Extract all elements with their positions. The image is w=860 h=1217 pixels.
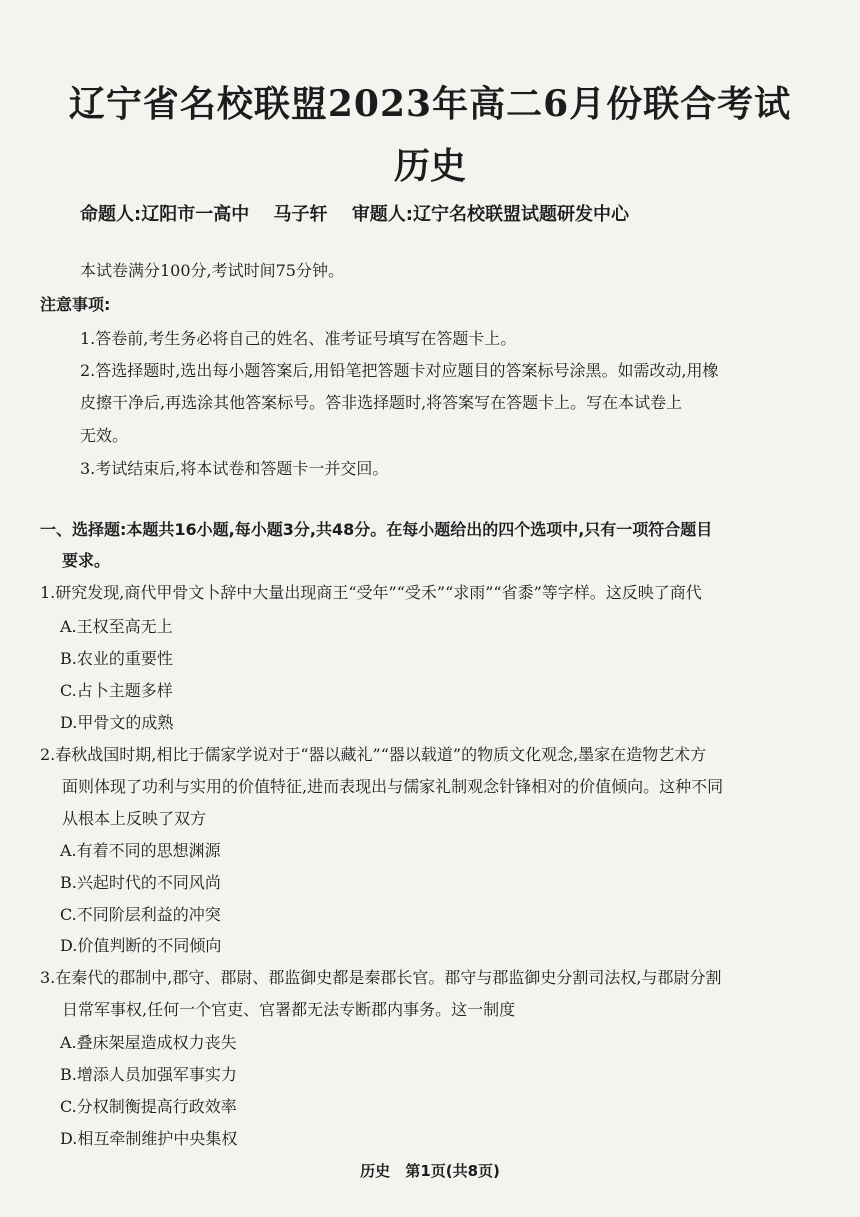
question-3-option-c: C.分权制衡提高行政效率 <box>60 1097 237 1116</box>
proposer-name: 马子轩 <box>273 204 328 225</box>
footer-subject: 历史 <box>360 1162 391 1180</box>
intro-text: 本试卷满分100分,考试时间75分钟。 <box>80 261 344 280</box>
question-2-option-a: A.有着不同的思想渊源 <box>60 841 221 860</box>
question-1-option-b: B.农业的重要性 <box>60 649 173 668</box>
proposer: 命题人:辽阳市一高中 <box>80 204 250 225</box>
notice-item: 皮擦干净后,再选涂其他答案标号。答非选择题时,将答案写在答题卡上。写在本试卷上 <box>80 393 683 412</box>
reviewer: 审题人:辽宁名校联盟试题研发中心 <box>351 204 629 225</box>
section-heading: 一、选择题:本题共16小题,每小题3分,共48分。在每小题给出的四个选项中,只有一项符合题目 <box>40 520 713 539</box>
question-3-stem-cont: 日常军事权,任何一个官吏、官署都无法专断郡内事务。这一制度 <box>62 1000 516 1019</box>
notice-item: 无效。 <box>80 426 129 445</box>
question-2-option-c: C.不同阶层利益的冲突 <box>60 905 221 924</box>
question-2-stem-cont: 面则体现了功利与实用的价值特征,进而表现出与儒家礼制观念针锋相对的价值倾向。这种不同 <box>62 777 724 796</box>
page-footer <box>0 1160 860 1181</box>
notice-heading: 注意事项: <box>40 295 111 314</box>
question-3-option-a: A.叠床架屋造成权力丧失 <box>60 1033 237 1052</box>
question-1-option-c: C.占卜主题多样 <box>60 681 173 700</box>
exam-title: 辽宁省名校联盟2023年高二6月份联合考试 <box>68 83 792 125</box>
notice-item: 3.考试结束后,将本试卷和答题卡一并交回。 <box>80 459 389 478</box>
question-3-stem: 3.在秦代的郡制中,郡守、郡尉、郡监御史都是秦郡长官。郡守与郡监御史分割司法权,与郡尉分割 <box>40 968 722 987</box>
question-2-stem-cont: 从根本上反映了双方 <box>62 809 207 828</box>
notice-item: 1.答卷前,考生务必将自己的姓名、准考证号填写在答题卡上。 <box>80 329 517 348</box>
question-1-stem: 1.研究发现,商代甲骨文卜辞中大量出现商王“受年”“受禾”“求雨”“省黍”等字样。这反映了商代 <box>40 583 702 602</box>
page-number: 第1页(共8页) <box>405 1162 500 1180</box>
question-3-option-d: D.相互牵制维护中央集权 <box>60 1129 238 1148</box>
notice-item: 2.答选择题时,选出每小题答案后,用铅笔把答题卡对应题目的答案标号涂黑。如需改动,用橡 <box>80 361 719 380</box>
question-2-option-b: B.兴起时代的不同风尚 <box>60 873 221 892</box>
question-1-option-d: D.甲骨文的成熟 <box>60 713 174 732</box>
question-1-option-a: A.王权至高无上 <box>60 617 173 636</box>
question-3-option-b: B.增添人员加强军事实力 <box>60 1065 237 1084</box>
section-heading-cont: 要求。 <box>62 551 111 570</box>
question-2-option-d: D.价值判断的不同倾向 <box>60 936 222 955</box>
exam-subject: 历史 <box>393 145 466 187</box>
question-2-stem: 2.春秋战国时期,相比于儒家学说对于“器以藏礼”“器以载道”的物质文化观念,墨家在造物艺术方 <box>40 745 707 764</box>
author-line <box>80 200 647 226</box>
